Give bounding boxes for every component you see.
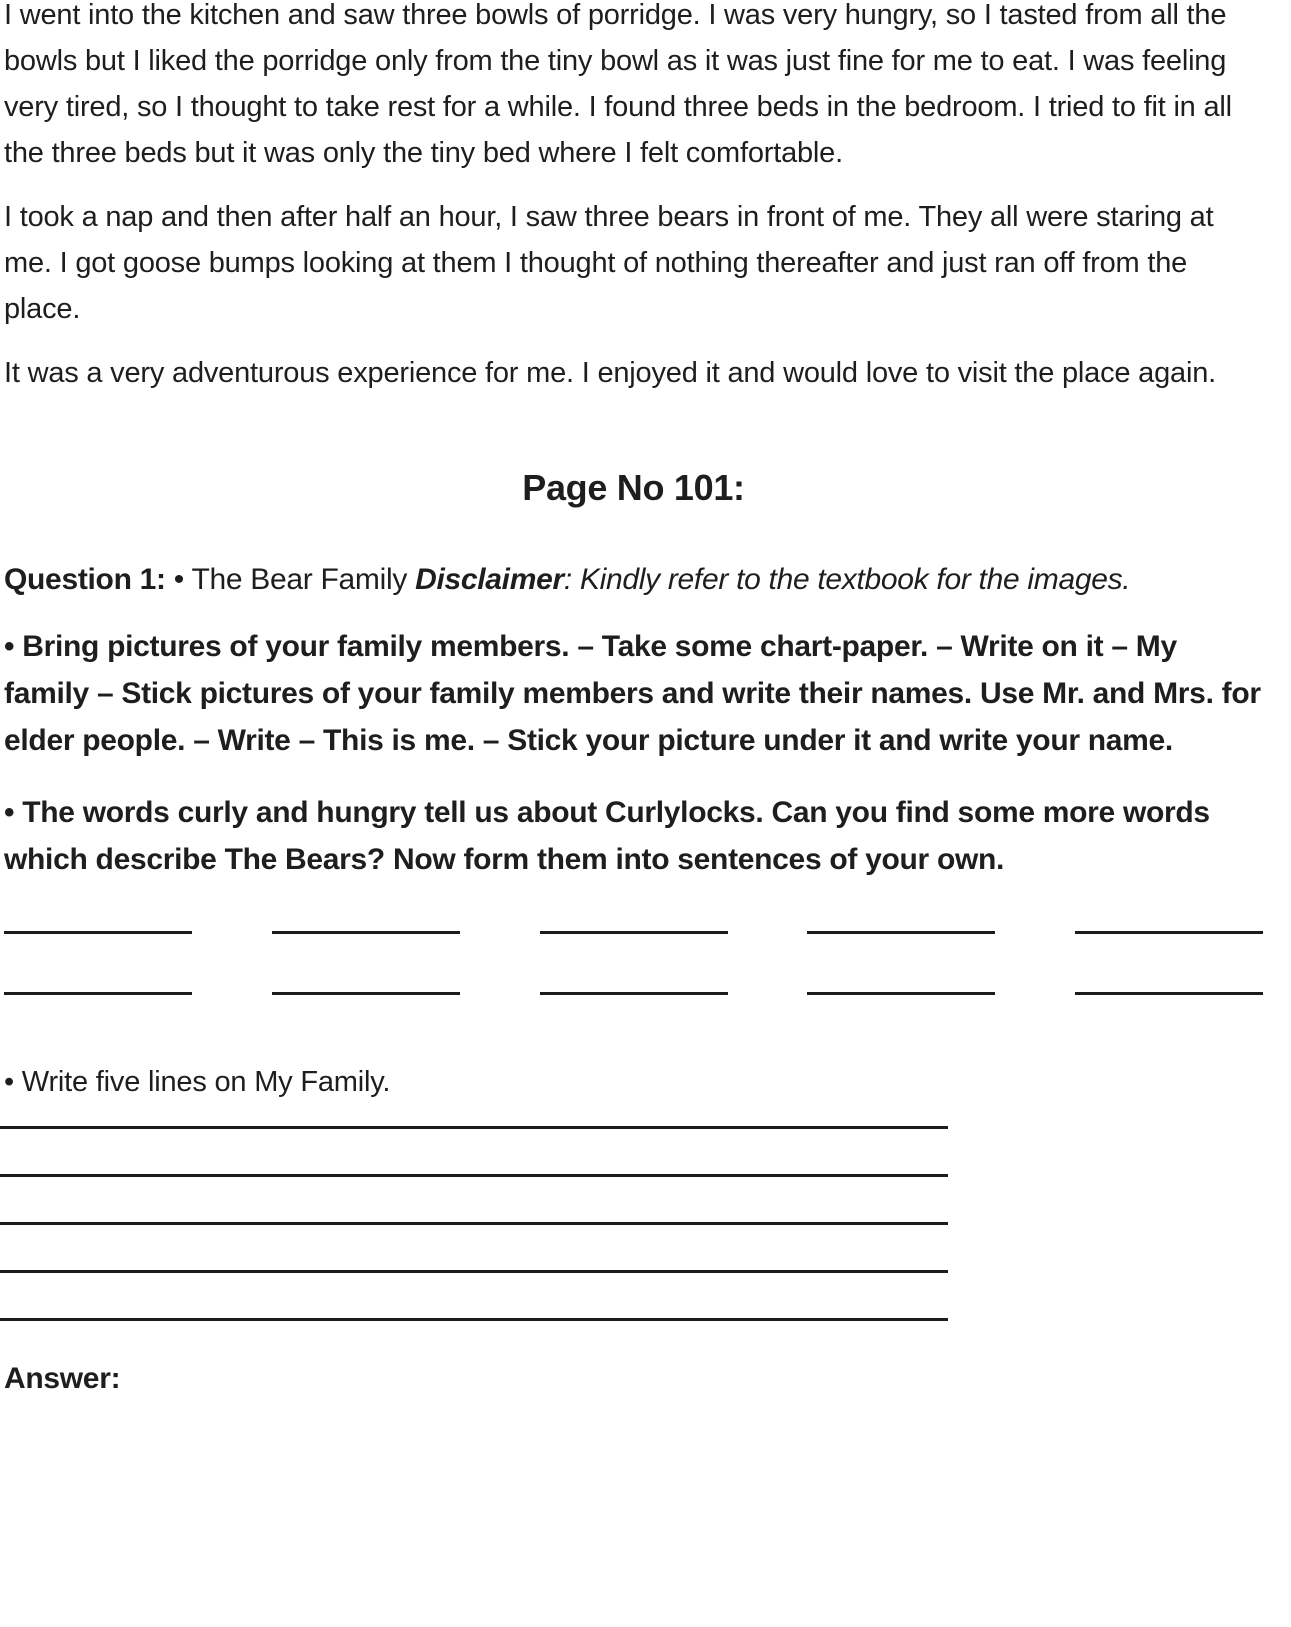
word-blank-row-1 <box>4 931 1263 934</box>
writing-line <box>0 1222 948 1225</box>
word-blank <box>807 992 995 995</box>
write-five-lines-prompt: • Write five lines on My Family. <box>4 1066 391 1098</box>
disclaimer-text: : Kindly refer to the textbook for the images. <box>563 563 1131 596</box>
instruction-bullet-1: • Bring pictures of your family members. – Take some chart-paper. – Write on it – My family – Stick pictures of your family members and write their names. Use Mr. and Mrs. for elder people. – Write – This is me. – Stick your picture under it and write your name. <box>4 630 1261 757</box>
story-paragraph-2: I took a nap and then after half an hour, I saw three bears in front of me. They all were staring at me. I got goose bumps looking at them I thought of nothing thereafter and just ran off from the place. <box>4 201 1214 325</box>
writing-line <box>0 1270 948 1273</box>
story-paragraph-1: I went into the kitchen and saw three bowls of porridge. I was very hungry, so I tasted from all the bowls but I liked the porridge only from the tiny bowl as it was just fine for me to eat. I was feeling very tired, so I thought to take rest for a while. I found three beds in the bedroom. I tried to fit in all the three beds but it was only the tiny bed where I felt comfortable. <box>4 0 1232 169</box>
disclaimer-label: Disclaimer <box>415 563 564 596</box>
page-heading: Page No 101: <box>522 467 745 508</box>
word-blank <box>4 992 192 995</box>
word-blank <box>540 931 728 934</box>
question-paragraph <box>4 557 1263 603</box>
word-blank <box>1075 931 1263 934</box>
word-blank-row-2 <box>4 992 1263 995</box>
question-title: • The Bear Family <box>173 563 408 596</box>
word-blank <box>540 992 728 995</box>
word-blank <box>4 931 192 934</box>
writing-lines <box>4 1126 1263 1321</box>
word-blank <box>1075 992 1263 995</box>
answer-label: Answer: <box>4 1362 121 1395</box>
story-paragraph-3: It was a very adventurous experience for me. I enjoyed it and would love to visit the place again. <box>4 357 1216 389</box>
instruction-bullet-2: • The words curly and hungry tell us about Curlylocks. Can you find some more words which describe The Bears? Now form them into sentences of your own. <box>4 796 1210 876</box>
question-label: Question 1: <box>4 563 166 596</box>
word-blank <box>272 931 460 934</box>
writing-line <box>0 1174 948 1177</box>
word-blank <box>272 992 460 995</box>
writing-line <box>0 1126 948 1129</box>
word-blank <box>807 931 995 934</box>
writing-line <box>0 1318 948 1321</box>
